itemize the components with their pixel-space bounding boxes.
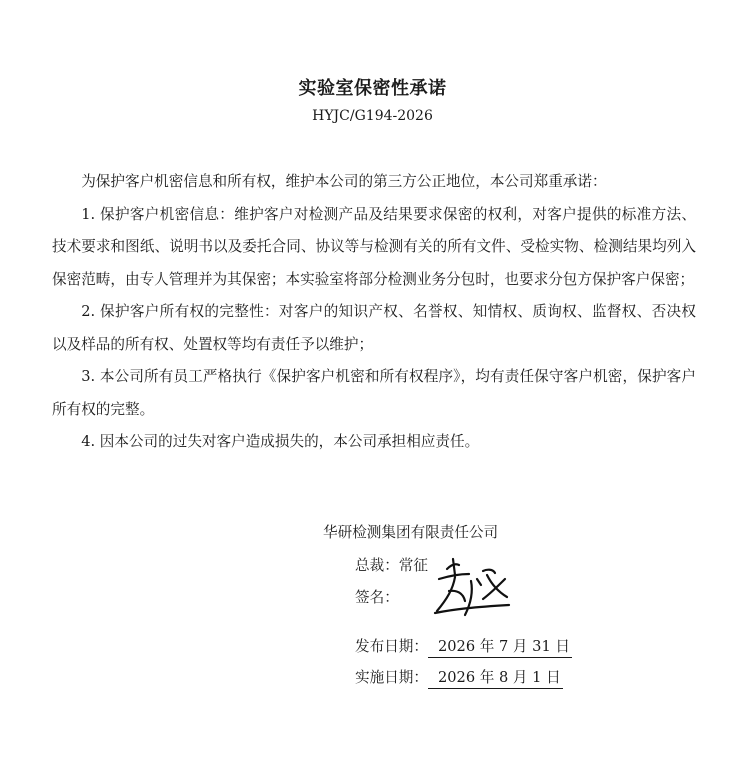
implement-date-label: 实施日期： [355,669,428,686]
document-number: HYJC/G194-2026 [312,108,433,124]
general-manager: 总裁：常征 [355,557,428,574]
commitment-item-3: 3. 本公司所有员工严格执行《保护客户机密和所有权程序》，均有责任保守客户机密，保护客户所有权的完整。 [52,368,696,418]
implement-date-row [355,666,563,689]
publish-date-row [355,635,572,658]
document-body [52,166,696,459]
company-name: 华研检测集团有限责任公司 [323,524,499,541]
publish-date-label: 发布日期： [355,638,428,655]
signature-label: 签名： [355,589,399,606]
commitment-item-2: 2. 保护客户所有权的完整性：对客户的知识产权、名誉权、知情权、质询权、监督权、否决权以及样品的所有权、处置权等均有责任予以维护； [52,303,696,353]
publish-date-value: 2026 年 7 月 31 日 [428,638,572,658]
handwritten-signature [425,555,515,625]
commitment-item-4: 4. 因本公司的过失对客户造成损失的，本公司承担相应责任。 [81,433,480,450]
intro-paragraph: 为保护客户机密信息和所有权，维护本公司的第三方公正地位，本公司郑重承诺： [81,173,607,190]
implement-date-value: 2026 年 8 月 1 日 [428,669,563,689]
commitment-item-1: 1. 保护客户机密信息：维护客户对检测产品及结果要求保密的权利，对客户提供的标准方法、技术要求和图纸、说明书以及委托合同、协议等与检测有关的所有文件、受检实物、检测结果均列入保密范畴，由专人管理并为其保密；本实验室将部分检测业务分包时，也要求分包方保护客户保密； [52,205,696,288]
document-title: 实验室保密性承诺 [298,78,447,99]
